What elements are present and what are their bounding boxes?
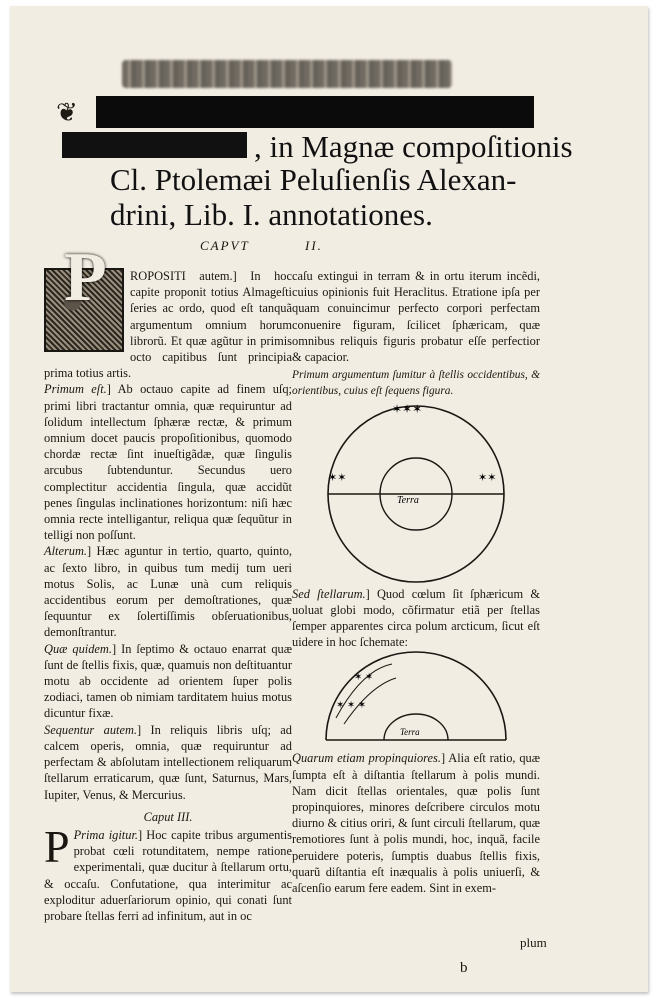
paragraph: [44, 722, 292, 803]
figure-caption: Primum argumentum ſumitur à ſtellis occidentibus, & orientibus, cuius eſt ſequens figura.: [292, 369, 540, 398]
paragraph-text: ] Ab octauo capite ad finem uſq; primi libri tractantur omnia, quæ requiruntur ad ſolidum intellectum ſphæræ rectæ, & primum omnium docet paucis propoſitionibus, quomodo chordæ rectæ ſint inueſtigãdæ, quæ ſingulis arcubus ſubtenduntur. Secundus uero complectitur accidentia ſingula, quæ accidũt penes ſingulas inclinationes horizontum: niſi hæc omnia recte intelligantur, reliqua quæ ſequũtur in telligi non poſſunt.: [44, 382, 292, 543]
historiated-initial-p: P: [44, 268, 124, 352]
stars-right: ✶✶: [478, 471, 497, 484]
chapter-heading-caput-iii: Caput III.: [143, 809, 193, 824]
paragraph-text: ROPOSITI autem.] In hoc capite proponit totius Almageſti ſeries ac ordo, quod eſt tanquã argumentum omnium horum librorũ. Et quæ agũtur in primis octo capitibus ſunt principia prima totius artis.: [44, 269, 292, 381]
celestial-sphere-diagram: [292, 400, 540, 586]
stars-arc: ✶ ✶ ✶: [336, 700, 367, 712]
title-line-1: , in Magnæ compoſitionis: [254, 129, 573, 164]
paragraph-text: caſu extingui in terram & in ortu iterum incẽdi, cuius opinionis fuit Heraclitus. Etratione ipſa per quam conuincimur perfecto corpori perfectam conuenire figuram, ſcilicet ſphæricam, quæ omnibus reliquis figuris probatur eſſe perfectior & capacior.: [292, 269, 540, 365]
paragraph: [292, 586, 540, 651]
hedera-leaf-ornament: ❦: [56, 98, 78, 128]
blurred-ownership-inscription: [122, 60, 452, 88]
lemma: Quarum etiam propinquiores.: [292, 751, 441, 766]
paragraph-text: ] Alia eſt ratio, quæ ſumpta eſt à diſtantia ſtellarum à polis mundi. Nam dicit ſtellas orientales, quæ polis ſunt propinquiores, minores deſcribere circulos motu diurno & citius oriri, & ſunt circuli ſtellarum, quæ remotiores ſunt à polis mundi, hoc, inquã, facile peruidere poteris, ſumptis duabus ſtellis fixis, quarũ diſtantia eſt inæqualis à polis uniuerſi, & aſcenſio earum fere eadem. Sint in exem-: [292, 751, 540, 896]
lemma: Quæ quidem.: [44, 641, 112, 656]
paragraph: [44, 820, 293, 924]
paragraph: [292, 268, 540, 365]
stars-top: ✶✶✶: [392, 401, 423, 416]
arctic-circle-diagram: [292, 650, 540, 750]
right-text-column: [292, 268, 540, 896]
lemma: Primum eſt.: [44, 382, 107, 397]
terra-label: Terra: [400, 727, 420, 738]
chapter-heading-number: II.: [305, 238, 323, 253]
lemma: Alterum.: [44, 544, 88, 559]
paragraph: [44, 543, 292, 640]
paragraph: [44, 381, 292, 543]
stars-left: ✶✶: [328, 471, 347, 484]
title-line-3: drini, Lib. I. annotationes.: [110, 197, 433, 232]
paragraph: [292, 750, 540, 896]
chapter-heading-caput: CAPVT: [200, 238, 250, 253]
catchword: plum: [520, 935, 547, 950]
stars-arc-upper: ✶ ✶: [354, 672, 374, 684]
paragraph-text: ] In ſeptimo & octauo enarrat quæ ſunt de ſtellis fixis, quæ, quamuis non deſtituantur motu ab occidente ad orientem ſuper polis zodiaci, tamen ob nimiam tarditatem huius motus dicuntur fixæ.: [44, 641, 292, 721]
terra-label: Terra: [397, 494, 419, 506]
lemma: Sequentur autem.: [44, 722, 138, 737]
paragraph-text: ] Hoc capite tribus argumentis probat cœli rotunditatem, nempe ratione experimentali, quæ ducitur à ſtellarum ortu, & occaſu. Confutatione, qua interimitur ac exploditur aduerſariorum opinio, qui conati ſunt probare ſtellas ferri ad infinitum, aut in oc: [44, 827, 293, 923]
title-line-2: Cl. Ptolemæi Peluſienſis Alexan-: [110, 162, 517, 197]
signature-mark: b: [460, 960, 468, 976]
paragraph: [44, 641, 292, 722]
initial-p: P: [44, 820, 70, 872]
paragraph-text: ] Hæc aguntur in tertio, quarto, quinto, ac ſexto libro, in quibus tum medij tum ueri motus Solis, ac Lunæ unà cum reliquis accidentibus eorum per demoſtrationes, quæ ſequuntur ex ſolertiſſimis obſeruationibus, demonſtrantur.: [44, 544, 292, 640]
lemma: Prima igitur.: [73, 827, 138, 842]
redaction-bar: [96, 96, 534, 128]
lemma: Sed ſtellarum.: [292, 586, 366, 601]
paragraph-text: ] Quod cœlum ſit ſphæricum & uoluat globi modo, cõfirmatur etiã per ſtellas ſemper apparentes circa polum arcticum, ſicut eſt uidere in hoc ſchemate:: [292, 586, 540, 650]
paragraph-text: ] In reliquis libris uſq; ad calcem operis, omnia, quæ requiruntur ad perfectam & abſolutam intellectionem reliquarum ſtellarum erraticarum, quæ ſunt, Saturnus, Mars, Iupiter, Venus, & Mercurius.: [44, 722, 293, 802]
redaction-bar-second-line: [62, 132, 247, 158]
book-page: [10, 6, 648, 992]
